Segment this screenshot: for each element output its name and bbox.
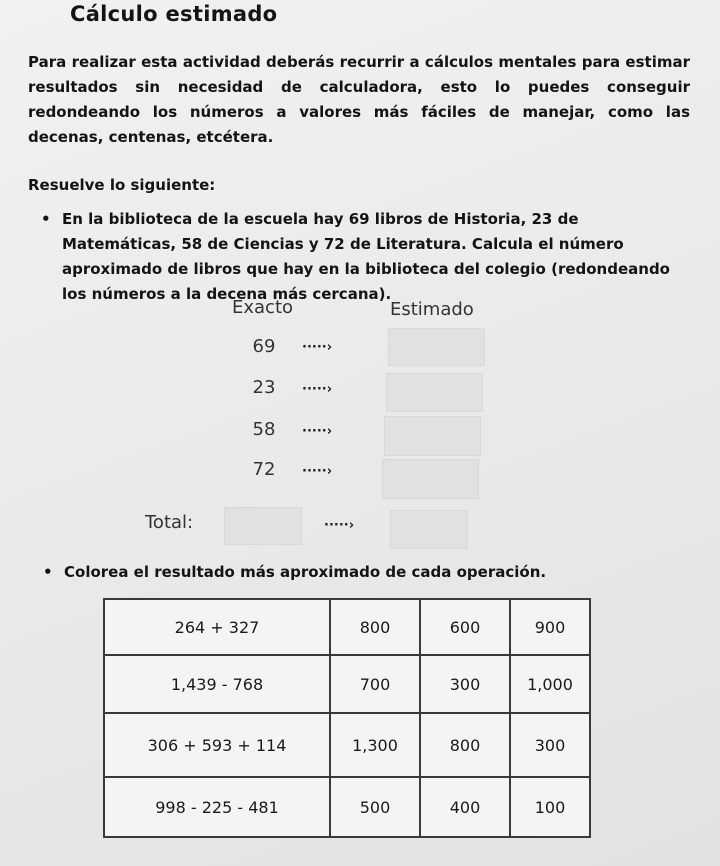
operation-cell: 998 - 225 - 481 [104,777,330,837]
exact-value-1: 69 [252,336,276,357]
header-estimated: Estimado [390,299,474,320]
option-cell[interactable]: 800 [420,713,510,777]
exact-value-4: 72 [252,459,276,480]
bullet-icon: • [43,563,53,581]
option-cell[interactable]: 500 [330,777,420,837]
operation-cell: 1,439 - 768 [104,655,330,713]
operation-cell: 264 + 327 [104,599,330,655]
estimated-input-1[interactable] [388,328,485,366]
arrow-total: ·····› [324,518,355,533]
total-estimated-input[interactable] [390,510,468,549]
exercise-2-statement: Colorea el resultado más aproximado de cada operación. [64,563,547,581]
arrow-1: ·····› [302,340,333,355]
option-cell[interactable]: 800 [330,599,420,655]
page-title: Cálculo estimado [70,2,278,26]
option-cell[interactable]: 100 [510,777,590,837]
intro-paragraph: Para realizar esta actividad deberás recurrir a cálculos mentales para estimar resultados sin necesidad de calculadora, esto lo puedes conseguir redondeando los números a valores más fáciles de manejar, como las decenas, centenas, etcétera. [28,53,690,146]
exercise-2-text [43,560,664,585]
table-row [104,777,590,837]
option-cell[interactable]: 700 [330,655,420,713]
operation-cell: 306 + 593 + 114 [104,713,330,777]
option-cell[interactable]: 900 [510,599,590,655]
total-label: Total: [145,512,194,533]
exact-value-3: 58 [252,419,276,440]
table-row [104,599,590,655]
table-row [104,655,590,713]
estimated-input-3[interactable] [384,416,481,456]
operations-table [103,598,591,838]
estimated-input-4[interactable] [382,459,479,499]
option-cell[interactable]: 1,000 [510,655,590,713]
table-row [104,713,590,777]
bullet-icon: • [41,210,51,228]
exact-value-2: 23 [252,377,276,398]
arrow-3: ·····› [302,424,333,439]
instruction-label: Resuelve lo siguiente: [28,176,216,194]
option-cell[interactable]: 600 [420,599,510,655]
option-cell[interactable]: 300 [420,655,510,713]
option-cell[interactable]: 400 [420,777,510,837]
option-cell[interactable]: 300 [510,713,590,777]
estimated-input-2[interactable] [386,373,483,412]
exercise-1-text [41,207,690,307]
header-exact: Exacto [232,297,294,318]
exercise-1-statement: En la biblioteca de la escuela hay 69 libros de Historia, 23 de Matemáticas, 58 de Ciencias y 72 de Literatura. Calcula el número aproximado de libros que hay en la biblioteca del colegio (redondeando los números a la decena más cercana). [62,210,670,303]
arrow-4: ·····› [302,464,333,479]
option-cell[interactable]: 1,300 [330,713,420,777]
total-exact-input[interactable] [224,507,302,545]
arrow-2: ·····› [302,382,333,397]
